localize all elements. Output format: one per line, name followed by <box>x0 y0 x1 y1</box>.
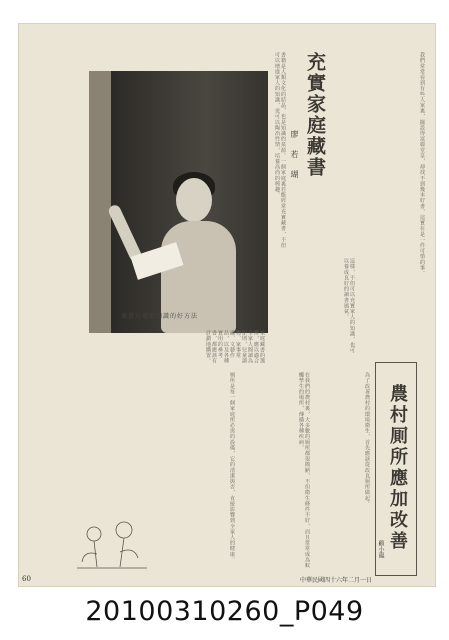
page-number: 60 <box>22 575 31 583</box>
text-column: 這樣，不但可以充實家人的知識，也可以養成良好的讀書風氣。 <box>343 258 355 354</box>
text-column: 家庭藏書的選擇，應以適合全家人閱讀為原則，兒童讀物、家事常識、文藝作品，以及各種實用的參考書，都應該有計劃地購置。 <box>205 330 265 364</box>
text-column: 為了改善農村的環境衛生，首先應該從改良厠所做起。 <box>364 372 370 507</box>
dateline: 中華民國四十六年二月一日 <box>300 577 373 584</box>
text-column: 厠所是每一個家庭所必需的設備，它的清潔與否，直接影響到全家人的健康。 <box>229 372 235 563</box>
article-author-2: 顧小龍 <box>377 540 384 558</box>
flower-sketch-illustration <box>72 512 152 572</box>
text-column: 書籍是人類文化的結晶，也是知識的泉源。一個家庭裏若能經常充實藏書，不但可以增進家人的知識，更可以陶冶性情，培養高尚的興趣。 <box>274 52 286 248</box>
photo-caption: 藏書是增加知識的好方法 <box>120 313 198 320</box>
text-column: 我們常常看到有些人家裏，擺設得富麗堂皇，却找不到幾本好書，這實在是一件可惜的事。 <box>419 52 425 276</box>
archive-id: 20100310260_P049 <box>85 596 364 627</box>
woman-reading-photo <box>89 71 268 333</box>
article-title: 充實家庭藏書 <box>304 52 326 178</box>
article-title-2: 農村厠所應加改善 <box>387 384 408 552</box>
text-column: 在我們的農村裏，大多數的厠所都很簡陋，不但衛生條件不好，而且常常成為蚊蠅孳生的場所，傳播各種疾病。 <box>298 372 310 568</box>
article-author: 廖 若 瑚 <box>290 130 299 180</box>
